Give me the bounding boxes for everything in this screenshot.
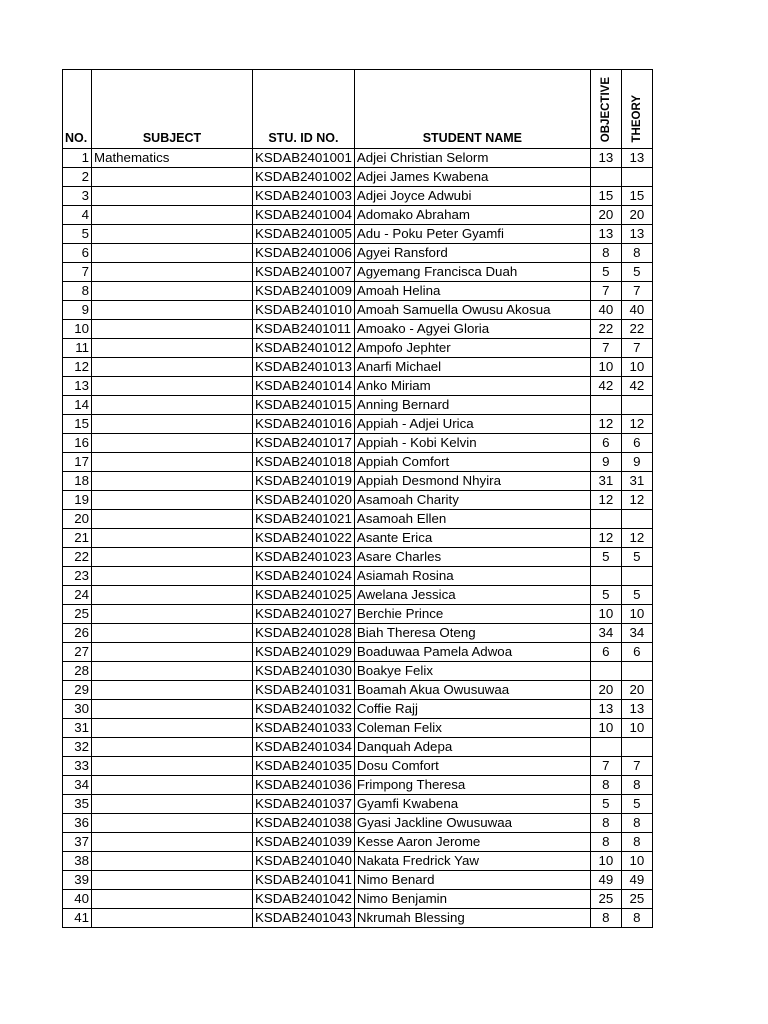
cell-objective: 13 bbox=[590, 225, 621, 244]
header-row bbox=[63, 70, 653, 149]
cell-student-name: Biah Theresa Oteng bbox=[354, 624, 590, 643]
cell-subject bbox=[92, 358, 253, 377]
cell-theory: 31 bbox=[621, 472, 652, 491]
table-row bbox=[63, 339, 653, 358]
cell-student-id: KSDAB2401038 bbox=[253, 814, 355, 833]
cell-student-id: KSDAB2401011 bbox=[253, 320, 355, 339]
cell-theory: 8 bbox=[621, 833, 652, 852]
cell-student-id: KSDAB2401014 bbox=[253, 377, 355, 396]
cell-student-name: Adjei Joyce Adwubi bbox=[354, 187, 590, 206]
cell-objective: 8 bbox=[590, 776, 621, 795]
cell-theory: 5 bbox=[621, 263, 652, 282]
table-row bbox=[63, 776, 653, 795]
cell-subject bbox=[92, 415, 253, 434]
cell-student-id: KSDAB2401020 bbox=[253, 491, 355, 510]
cell-theory: 8 bbox=[621, 814, 652, 833]
cell-objective: 7 bbox=[590, 282, 621, 301]
cell-subject bbox=[92, 567, 253, 586]
cell-student-id: KSDAB2401009 bbox=[253, 282, 355, 301]
cell-student-id: KSDAB2401007 bbox=[253, 263, 355, 282]
cell-theory: 10 bbox=[621, 605, 652, 624]
cell-student-name: Appiah Comfort bbox=[354, 453, 590, 472]
cell-objective: 42 bbox=[590, 377, 621, 396]
table-row bbox=[63, 225, 653, 244]
table-row bbox=[63, 510, 653, 529]
cell-subject bbox=[92, 320, 253, 339]
table-row bbox=[63, 491, 653, 510]
cell-objective: 7 bbox=[590, 757, 621, 776]
cell-theory: 15 bbox=[621, 187, 652, 206]
score-sheet-table bbox=[62, 69, 653, 928]
cell-no: 13 bbox=[63, 377, 92, 396]
cell-student-name: Adjei Christian Selorm bbox=[354, 149, 590, 168]
cell-student-id: KSDAB2401023 bbox=[253, 548, 355, 567]
cell-no: 36 bbox=[63, 814, 92, 833]
table-row bbox=[63, 833, 653, 852]
cell-no: 18 bbox=[63, 472, 92, 491]
cell-student-id: KSDAB2401025 bbox=[253, 586, 355, 605]
cell-student-name: Anarfi Michael bbox=[354, 358, 590, 377]
cell-objective: 10 bbox=[590, 358, 621, 377]
table-row bbox=[63, 206, 653, 225]
cell-objective bbox=[590, 168, 621, 187]
cell-objective bbox=[590, 396, 621, 415]
cell-objective bbox=[590, 738, 621, 757]
cell-no: 33 bbox=[63, 757, 92, 776]
cell-student-name: Asante Erica bbox=[354, 529, 590, 548]
cell-theory: 13 bbox=[621, 225, 652, 244]
cell-objective: 13 bbox=[590, 149, 621, 168]
cell-student-name: Berchie Prince bbox=[354, 605, 590, 624]
cell-student-name: Asiamah Rosina bbox=[354, 567, 590, 586]
cell-student-id: KSDAB2401016 bbox=[253, 415, 355, 434]
cell-student-name: Gyasi Jackline Owusuwaa bbox=[354, 814, 590, 833]
cell-no: 9 bbox=[63, 301, 92, 320]
cell-theory: 12 bbox=[621, 415, 652, 434]
cell-theory: 12 bbox=[621, 529, 652, 548]
cell-student-name: Boamah Akua Owusuwaa bbox=[354, 681, 590, 700]
cell-no: 40 bbox=[63, 890, 92, 909]
cell-subject bbox=[92, 624, 253, 643]
cell-subject bbox=[92, 510, 253, 529]
cell-subject bbox=[92, 301, 253, 320]
table-row bbox=[63, 149, 653, 168]
cell-no: 30 bbox=[63, 700, 92, 719]
cell-theory: 34 bbox=[621, 624, 652, 643]
cell-student-id: KSDAB2401036 bbox=[253, 776, 355, 795]
cell-no: 6 bbox=[63, 244, 92, 263]
cell-student-name: Adomako Abraham bbox=[354, 206, 590, 225]
cell-student-id: KSDAB2401029 bbox=[253, 643, 355, 662]
header-objective bbox=[590, 70, 621, 149]
cell-no: 11 bbox=[63, 339, 92, 358]
table-row bbox=[63, 548, 653, 567]
cell-student-id: KSDAB2401037 bbox=[253, 795, 355, 814]
cell-no: 28 bbox=[63, 662, 92, 681]
cell-student-id: KSDAB2401021 bbox=[253, 510, 355, 529]
cell-theory bbox=[621, 510, 652, 529]
cell-student-name: Agyemang Francisca Duah bbox=[354, 263, 590, 282]
cell-subject bbox=[92, 282, 253, 301]
table-row bbox=[63, 700, 653, 719]
cell-student-id: KSDAB2401001 bbox=[253, 149, 355, 168]
cell-no: 31 bbox=[63, 719, 92, 738]
cell-theory: 49 bbox=[621, 871, 652, 890]
cell-student-id: KSDAB2401019 bbox=[253, 472, 355, 491]
cell-student-name: Ampofo Jephter bbox=[354, 339, 590, 358]
cell-theory: 13 bbox=[621, 149, 652, 168]
cell-subject bbox=[92, 776, 253, 795]
cell-theory: 42 bbox=[621, 377, 652, 396]
cell-student-id: KSDAB2401039 bbox=[253, 833, 355, 852]
cell-no: 19 bbox=[63, 491, 92, 510]
cell-student-name: Nkrumah Blessing bbox=[354, 909, 590, 928]
cell-no: 22 bbox=[63, 548, 92, 567]
cell-theory bbox=[621, 738, 652, 757]
cell-theory: 5 bbox=[621, 548, 652, 567]
cell-student-name: Asare Charles bbox=[354, 548, 590, 567]
cell-objective: 40 bbox=[590, 301, 621, 320]
cell-subject bbox=[92, 700, 253, 719]
cell-student-name: Agyei Ransford bbox=[354, 244, 590, 263]
cell-student-name: Coffie Rajj bbox=[354, 700, 590, 719]
cell-student-name: Coleman Felix bbox=[354, 719, 590, 738]
cell-no: 14 bbox=[63, 396, 92, 415]
header-objective-label: OBJECTIVE bbox=[599, 76, 612, 142]
cell-theory: 10 bbox=[621, 719, 652, 738]
cell-no: 20 bbox=[63, 510, 92, 529]
cell-no: 4 bbox=[63, 206, 92, 225]
cell-subject bbox=[92, 377, 253, 396]
cell-subject bbox=[92, 795, 253, 814]
cell-no: 12 bbox=[63, 358, 92, 377]
cell-subject bbox=[92, 453, 253, 472]
cell-objective: 10 bbox=[590, 605, 621, 624]
cell-student-name: Appiah - Kobi Kelvin bbox=[354, 434, 590, 453]
cell-student-id: KSDAB2401032 bbox=[253, 700, 355, 719]
cell-objective: 12 bbox=[590, 415, 621, 434]
cell-subject bbox=[92, 852, 253, 871]
cell-student-id: KSDAB2401042 bbox=[253, 890, 355, 909]
cell-theory: 5 bbox=[621, 795, 652, 814]
cell-student-name: Appiah Desmond Nhyira bbox=[354, 472, 590, 491]
cell-no: 2 bbox=[63, 168, 92, 187]
cell-subject bbox=[92, 833, 253, 852]
table-row bbox=[63, 377, 653, 396]
cell-student-name: Frimpong Theresa bbox=[354, 776, 590, 795]
cell-theory: 8 bbox=[621, 776, 652, 795]
table-row bbox=[63, 320, 653, 339]
cell-objective bbox=[590, 510, 621, 529]
table-row bbox=[63, 529, 653, 548]
cell-subject bbox=[92, 586, 253, 605]
cell-objective: 6 bbox=[590, 643, 621, 662]
cell-subject bbox=[92, 738, 253, 757]
cell-student-name: Gyamfi Kwabena bbox=[354, 795, 590, 814]
cell-theory: 20 bbox=[621, 681, 652, 700]
cell-no: 29 bbox=[63, 681, 92, 700]
cell-objective: 13 bbox=[590, 700, 621, 719]
cell-theory: 13 bbox=[621, 700, 652, 719]
table-row bbox=[63, 662, 653, 681]
cell-objective: 15 bbox=[590, 187, 621, 206]
header-subject: SUBJECT bbox=[92, 70, 253, 149]
header-stu-id: STU. ID NO. bbox=[253, 70, 355, 149]
cell-objective: 20 bbox=[590, 206, 621, 225]
cell-no: 25 bbox=[63, 605, 92, 624]
cell-no: 24 bbox=[63, 586, 92, 605]
table-row bbox=[63, 415, 653, 434]
cell-theory: 22 bbox=[621, 320, 652, 339]
cell-no: 3 bbox=[63, 187, 92, 206]
cell-student-id: KSDAB2401034 bbox=[253, 738, 355, 757]
header-no: NO. bbox=[63, 70, 92, 149]
table-row bbox=[63, 643, 653, 662]
table-row bbox=[63, 263, 653, 282]
cell-student-name: Nimo Benjamin bbox=[354, 890, 590, 909]
cell-student-id: KSDAB2401030 bbox=[253, 662, 355, 681]
cell-objective: 31 bbox=[590, 472, 621, 491]
cell-objective: 49 bbox=[590, 871, 621, 890]
cell-student-name: Dosu Comfort bbox=[354, 757, 590, 776]
cell-student-id: KSDAB2401010 bbox=[253, 301, 355, 320]
table-row bbox=[63, 586, 653, 605]
cell-student-id: KSDAB2401043 bbox=[253, 909, 355, 928]
table-row bbox=[63, 168, 653, 187]
cell-subject bbox=[92, 871, 253, 890]
cell-subject bbox=[92, 605, 253, 624]
cell-subject bbox=[92, 491, 253, 510]
table-row bbox=[63, 567, 653, 586]
cell-student-name: Amoah Helina bbox=[354, 282, 590, 301]
cell-student-id: KSDAB2401015 bbox=[253, 396, 355, 415]
cell-subject bbox=[92, 529, 253, 548]
cell-student-name: Danquah Adepa bbox=[354, 738, 590, 757]
cell-student-id: KSDAB2401041 bbox=[253, 871, 355, 890]
cell-theory: 40 bbox=[621, 301, 652, 320]
table-row bbox=[63, 757, 653, 776]
cell-objective: 5 bbox=[590, 263, 621, 282]
cell-objective: 10 bbox=[590, 852, 621, 871]
cell-subject bbox=[92, 662, 253, 681]
table-row bbox=[63, 605, 653, 624]
cell-subject bbox=[92, 757, 253, 776]
cell-objective: 8 bbox=[590, 909, 621, 928]
cell-subject bbox=[92, 472, 253, 491]
table-row bbox=[63, 434, 653, 453]
cell-student-name: Anko Miriam bbox=[354, 377, 590, 396]
table-header bbox=[63, 70, 653, 149]
cell-student-name: Asamoah Ellen bbox=[354, 510, 590, 529]
cell-student-id: KSDAB2401035 bbox=[253, 757, 355, 776]
cell-theory: 8 bbox=[621, 244, 652, 263]
cell-student-id: KSDAB2401024 bbox=[253, 567, 355, 586]
cell-subject bbox=[92, 548, 253, 567]
cell-student-id: KSDAB2401033 bbox=[253, 719, 355, 738]
cell-student-id: KSDAB2401012 bbox=[253, 339, 355, 358]
table-row bbox=[63, 909, 653, 928]
cell-student-id: KSDAB2401018 bbox=[253, 453, 355, 472]
cell-student-name: Asamoah Charity bbox=[354, 491, 590, 510]
cell-student-name: Appiah - Adjei Urica bbox=[354, 415, 590, 434]
cell-objective: 12 bbox=[590, 491, 621, 510]
cell-objective: 8 bbox=[590, 244, 621, 263]
cell-student-name: Adjei James Kwabena bbox=[354, 168, 590, 187]
cell-theory bbox=[621, 567, 652, 586]
cell-subject bbox=[92, 263, 253, 282]
table-row bbox=[63, 453, 653, 472]
cell-student-name: Nimo Benard bbox=[354, 871, 590, 890]
cell-subject bbox=[92, 206, 253, 225]
cell-no: 23 bbox=[63, 567, 92, 586]
cell-subject bbox=[92, 168, 253, 187]
cell-student-name: Amoah Samuella Owusu Akosua bbox=[354, 301, 590, 320]
cell-subject bbox=[92, 339, 253, 358]
cell-student-id: KSDAB2401022 bbox=[253, 529, 355, 548]
cell-theory: 20 bbox=[621, 206, 652, 225]
cell-theory bbox=[621, 168, 652, 187]
cell-theory: 6 bbox=[621, 434, 652, 453]
table-row bbox=[63, 282, 653, 301]
table-row bbox=[63, 719, 653, 738]
cell-objective: 20 bbox=[590, 681, 621, 700]
cell-student-name: Boaduwaa Pamela Adwoa bbox=[354, 643, 590, 662]
cell-student-name: Awelana Jessica bbox=[354, 586, 590, 605]
cell-objective: 5 bbox=[590, 586, 621, 605]
cell-theory: 8 bbox=[621, 909, 652, 928]
cell-no: 32 bbox=[63, 738, 92, 757]
cell-theory: 7 bbox=[621, 757, 652, 776]
table-row bbox=[63, 472, 653, 491]
cell-student-id: KSDAB2401003 bbox=[253, 187, 355, 206]
cell-objective: 10 bbox=[590, 719, 621, 738]
table-row bbox=[63, 738, 653, 757]
cell-student-name: Nakata Fredrick Yaw bbox=[354, 852, 590, 871]
cell-objective: 12 bbox=[590, 529, 621, 548]
cell-theory bbox=[621, 662, 652, 681]
table-row bbox=[63, 681, 653, 700]
cell-no: 39 bbox=[63, 871, 92, 890]
cell-no: 41 bbox=[63, 909, 92, 928]
table-row bbox=[63, 814, 653, 833]
table-row bbox=[63, 244, 653, 263]
cell-objective: 25 bbox=[590, 890, 621, 909]
cell-objective: 22 bbox=[590, 320, 621, 339]
cell-no: 34 bbox=[63, 776, 92, 795]
cell-student-id: KSDAB2401017 bbox=[253, 434, 355, 453]
cell-no: 15 bbox=[63, 415, 92, 434]
cell-no: 16 bbox=[63, 434, 92, 453]
cell-no: 26 bbox=[63, 624, 92, 643]
cell-subject bbox=[92, 396, 253, 415]
cell-objective bbox=[590, 567, 621, 586]
cell-student-id: KSDAB2401005 bbox=[253, 225, 355, 244]
cell-subject bbox=[92, 681, 253, 700]
table-row bbox=[63, 890, 653, 909]
cell-student-id: KSDAB2401027 bbox=[253, 605, 355, 624]
cell-no: 38 bbox=[63, 852, 92, 871]
header-theory-label: THEORY bbox=[630, 94, 643, 142]
table-row bbox=[63, 301, 653, 320]
cell-no: 1 bbox=[63, 149, 92, 168]
cell-theory: 6 bbox=[621, 643, 652, 662]
cell-objective: 5 bbox=[590, 548, 621, 567]
cell-student-name: Anning Bernard bbox=[354, 396, 590, 415]
table-body bbox=[63, 149, 653, 928]
cell-theory: 10 bbox=[621, 358, 652, 377]
table-row bbox=[63, 624, 653, 643]
cell-subject bbox=[92, 244, 253, 263]
cell-no: 10 bbox=[63, 320, 92, 339]
cell-theory: 12 bbox=[621, 491, 652, 510]
cell-theory: 7 bbox=[621, 282, 652, 301]
table-row bbox=[63, 871, 653, 890]
cell-theory: 9 bbox=[621, 453, 652, 472]
cell-subject bbox=[92, 187, 253, 206]
cell-subject bbox=[92, 643, 253, 662]
cell-objective: 8 bbox=[590, 833, 621, 852]
cell-theory: 7 bbox=[621, 339, 652, 358]
header-student-name: STUDENT NAME bbox=[354, 70, 590, 149]
table-row bbox=[63, 187, 653, 206]
table-row bbox=[63, 852, 653, 871]
cell-no: 8 bbox=[63, 282, 92, 301]
cell-no: 35 bbox=[63, 795, 92, 814]
cell-objective: 9 bbox=[590, 453, 621, 472]
cell-no: 7 bbox=[63, 263, 92, 282]
cell-student-id: KSDAB2401006 bbox=[253, 244, 355, 263]
cell-student-name: Kesse Aaron Jerome bbox=[354, 833, 590, 852]
cell-student-id: KSDAB2401040 bbox=[253, 852, 355, 871]
cell-subject bbox=[92, 434, 253, 453]
cell-theory: 10 bbox=[621, 852, 652, 871]
cell-no: 5 bbox=[63, 225, 92, 244]
cell-no: 17 bbox=[63, 453, 92, 472]
cell-objective: 7 bbox=[590, 339, 621, 358]
cell-student-id: KSDAB2401002 bbox=[253, 168, 355, 187]
cell-subject bbox=[92, 719, 253, 738]
cell-no: 21 bbox=[63, 529, 92, 548]
cell-objective: 6 bbox=[590, 434, 621, 453]
cell-theory: 5 bbox=[621, 586, 652, 605]
cell-objective: 8 bbox=[590, 814, 621, 833]
cell-student-name: Boakye Felix bbox=[354, 662, 590, 681]
cell-subject: Mathematics bbox=[92, 149, 253, 168]
cell-theory: 25 bbox=[621, 890, 652, 909]
table-row bbox=[63, 358, 653, 377]
cell-no: 27 bbox=[63, 643, 92, 662]
cell-subject bbox=[92, 814, 253, 833]
cell-student-name: Amoako - Agyei Gloria bbox=[354, 320, 590, 339]
cell-no: 37 bbox=[63, 833, 92, 852]
cell-student-name: Adu - Poku Peter Gyamfi bbox=[354, 225, 590, 244]
cell-theory bbox=[621, 396, 652, 415]
cell-student-id: KSDAB2401028 bbox=[253, 624, 355, 643]
cell-student-id: KSDAB2401031 bbox=[253, 681, 355, 700]
cell-subject bbox=[92, 890, 253, 909]
table-row bbox=[63, 795, 653, 814]
cell-subject bbox=[92, 909, 253, 928]
cell-objective bbox=[590, 662, 621, 681]
cell-subject bbox=[92, 225, 253, 244]
cell-student-id: KSDAB2401004 bbox=[253, 206, 355, 225]
header-theory bbox=[621, 70, 652, 149]
table-row bbox=[63, 396, 653, 415]
cell-student-id: KSDAB2401013 bbox=[253, 358, 355, 377]
cell-objective: 5 bbox=[590, 795, 621, 814]
cell-objective: 34 bbox=[590, 624, 621, 643]
